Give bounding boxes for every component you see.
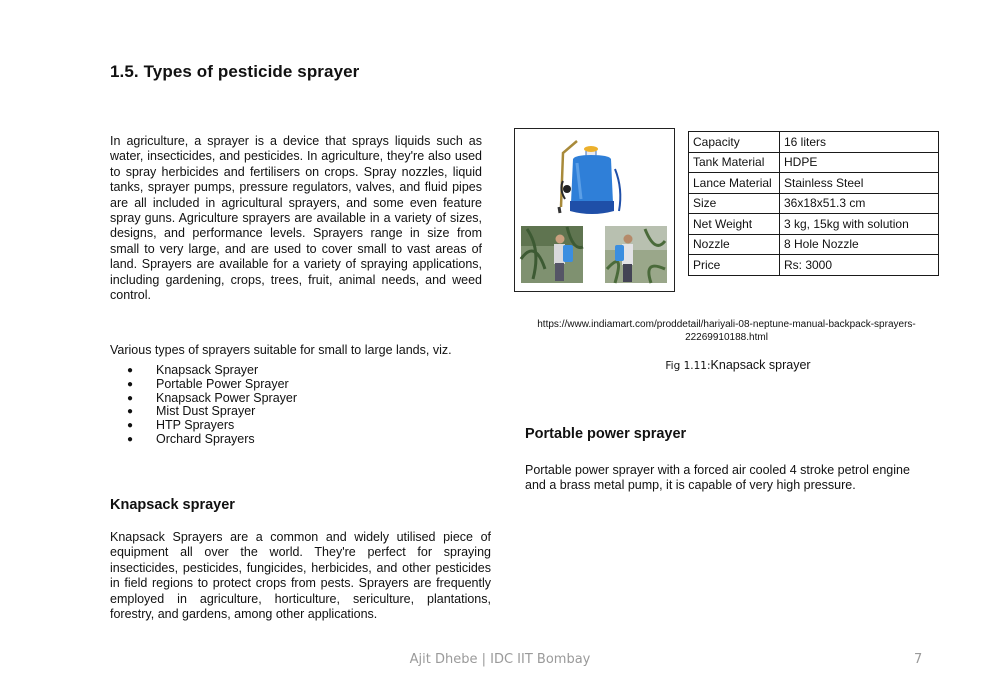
table-row (689, 255, 939, 276)
spec-key: Price (689, 255, 780, 276)
spec-value: 8 Hole Nozzle (780, 234, 939, 255)
spec-value: HDPE (780, 152, 939, 173)
field-photo-left (521, 226, 583, 283)
bullet-icon: ● (127, 406, 134, 418)
spec-key: Tank Material (689, 152, 780, 173)
figure-number: Fig 1.11: (665, 360, 711, 372)
spec-table (688, 131, 939, 276)
knapsack-paragraph: Knapsack Sprayers are a common and widely utilised piece of equipment all over the world. They're perfect for spraying insecticides, pesticides, fungicides, herbicides, and other pesticides in field regions to protect crops from pests. Sprayers are frequently employed in agriculture, horticulture, sericulture, plantations, forestry, and gardens, among other applications. (110, 530, 491, 622)
table-row (689, 152, 939, 173)
spec-key: Lance Material (689, 173, 780, 194)
knapsack-sprayer-photos (515, 129, 674, 291)
table-row (689, 214, 939, 235)
knapsack-heading: Knapsack sprayer (110, 497, 235, 513)
list-item-label: Portable Power Sprayer (156, 376, 289, 391)
knapsack-sprayer-figure (514, 128, 675, 292)
bullet-icon: ● (127, 365, 134, 376)
page-footer: Ajit Dhebe | IDC IIT Bombay (409, 652, 591, 667)
list-item (110, 378, 297, 392)
spec-value: Rs: 3000 (780, 255, 939, 276)
list-item (110, 405, 297, 419)
spec-key: Net Weight (689, 214, 780, 235)
list-item (110, 392, 297, 406)
list-item (110, 419, 297, 433)
list-item-label: HTP Sprayers (156, 418, 235, 433)
spec-value: 3 kg, 15kg with solution (780, 214, 939, 235)
list-item (110, 433, 297, 447)
field-photo-right (605, 226, 667, 283)
list-item (110, 364, 297, 378)
bullet-icon: ● (127, 420, 134, 432)
table-row (689, 173, 939, 194)
spec-value: 16 liters (780, 132, 939, 153)
spec-key: Nozzle (689, 234, 780, 255)
bullet-icon: ● (127, 392, 134, 404)
spec-value: Stainless Steel (780, 173, 939, 194)
spec-key: Size (689, 193, 780, 214)
page-number: 7 (914, 652, 923, 667)
table-row (689, 193, 939, 214)
list-intro: Various types of sprayers suitable for small to large lands, viz. (110, 343, 452, 357)
portable-heading: Portable power sprayer (525, 426, 687, 442)
intro-paragraph: In agriculture, a sprayer is a device that sprays liquids such as water, insecticides, and pesticides. In agriculture, they're also used to spray herbicides and fertilisers on crops. Spray nozzles, liquid tanks, sprayer pumps, pressure regulators, valves, and fluid pipes are all included in agricultural sprayers, and some even feature spray guns. Agriculture sprayers are available in a variety of sizes, designs, and performance levels. Sprayers range in size from small to very large, and are used to cover small to vast areas of land. Sprayers are available for a variety of spraying applications, including gardening, crops, trees, fruit, animal needs, and weed control. (110, 134, 482, 303)
table-row (689, 132, 939, 153)
table-row (689, 234, 939, 255)
list-item-label: Knapsack Power Sprayer (156, 390, 298, 405)
spec-key: Capacity (689, 132, 780, 153)
list-item-label: Knapsack Sprayer (156, 363, 259, 377)
figure-caption (520, 358, 956, 372)
bullet-icon: ● (127, 378, 134, 390)
figure-caption-text: Knapsack sprayer (710, 358, 811, 372)
source-url: https://www.indiamart.com/proddetail/hariyali-08-neptune-manual-backpack-sprayers-22269910188.html (537, 319, 916, 343)
spec-value: 36x18x51.3 cm (780, 193, 939, 214)
list-item-label: Mist Dust Sprayer (156, 404, 256, 419)
bullet-icon: ● (127, 433, 134, 445)
sprayer-product-image (559, 141, 620, 214)
section-title: 1.5. Types of pesticide sprayer (110, 62, 360, 81)
portable-paragraph: Portable power sprayer with a forced air cooled 4 stroke petrol engine and a brass metal pump, it is capable of very high pressure. (525, 463, 910, 493)
list-item-label: Orchard Sprayers (156, 431, 255, 446)
sprayer-types-list (110, 364, 297, 447)
